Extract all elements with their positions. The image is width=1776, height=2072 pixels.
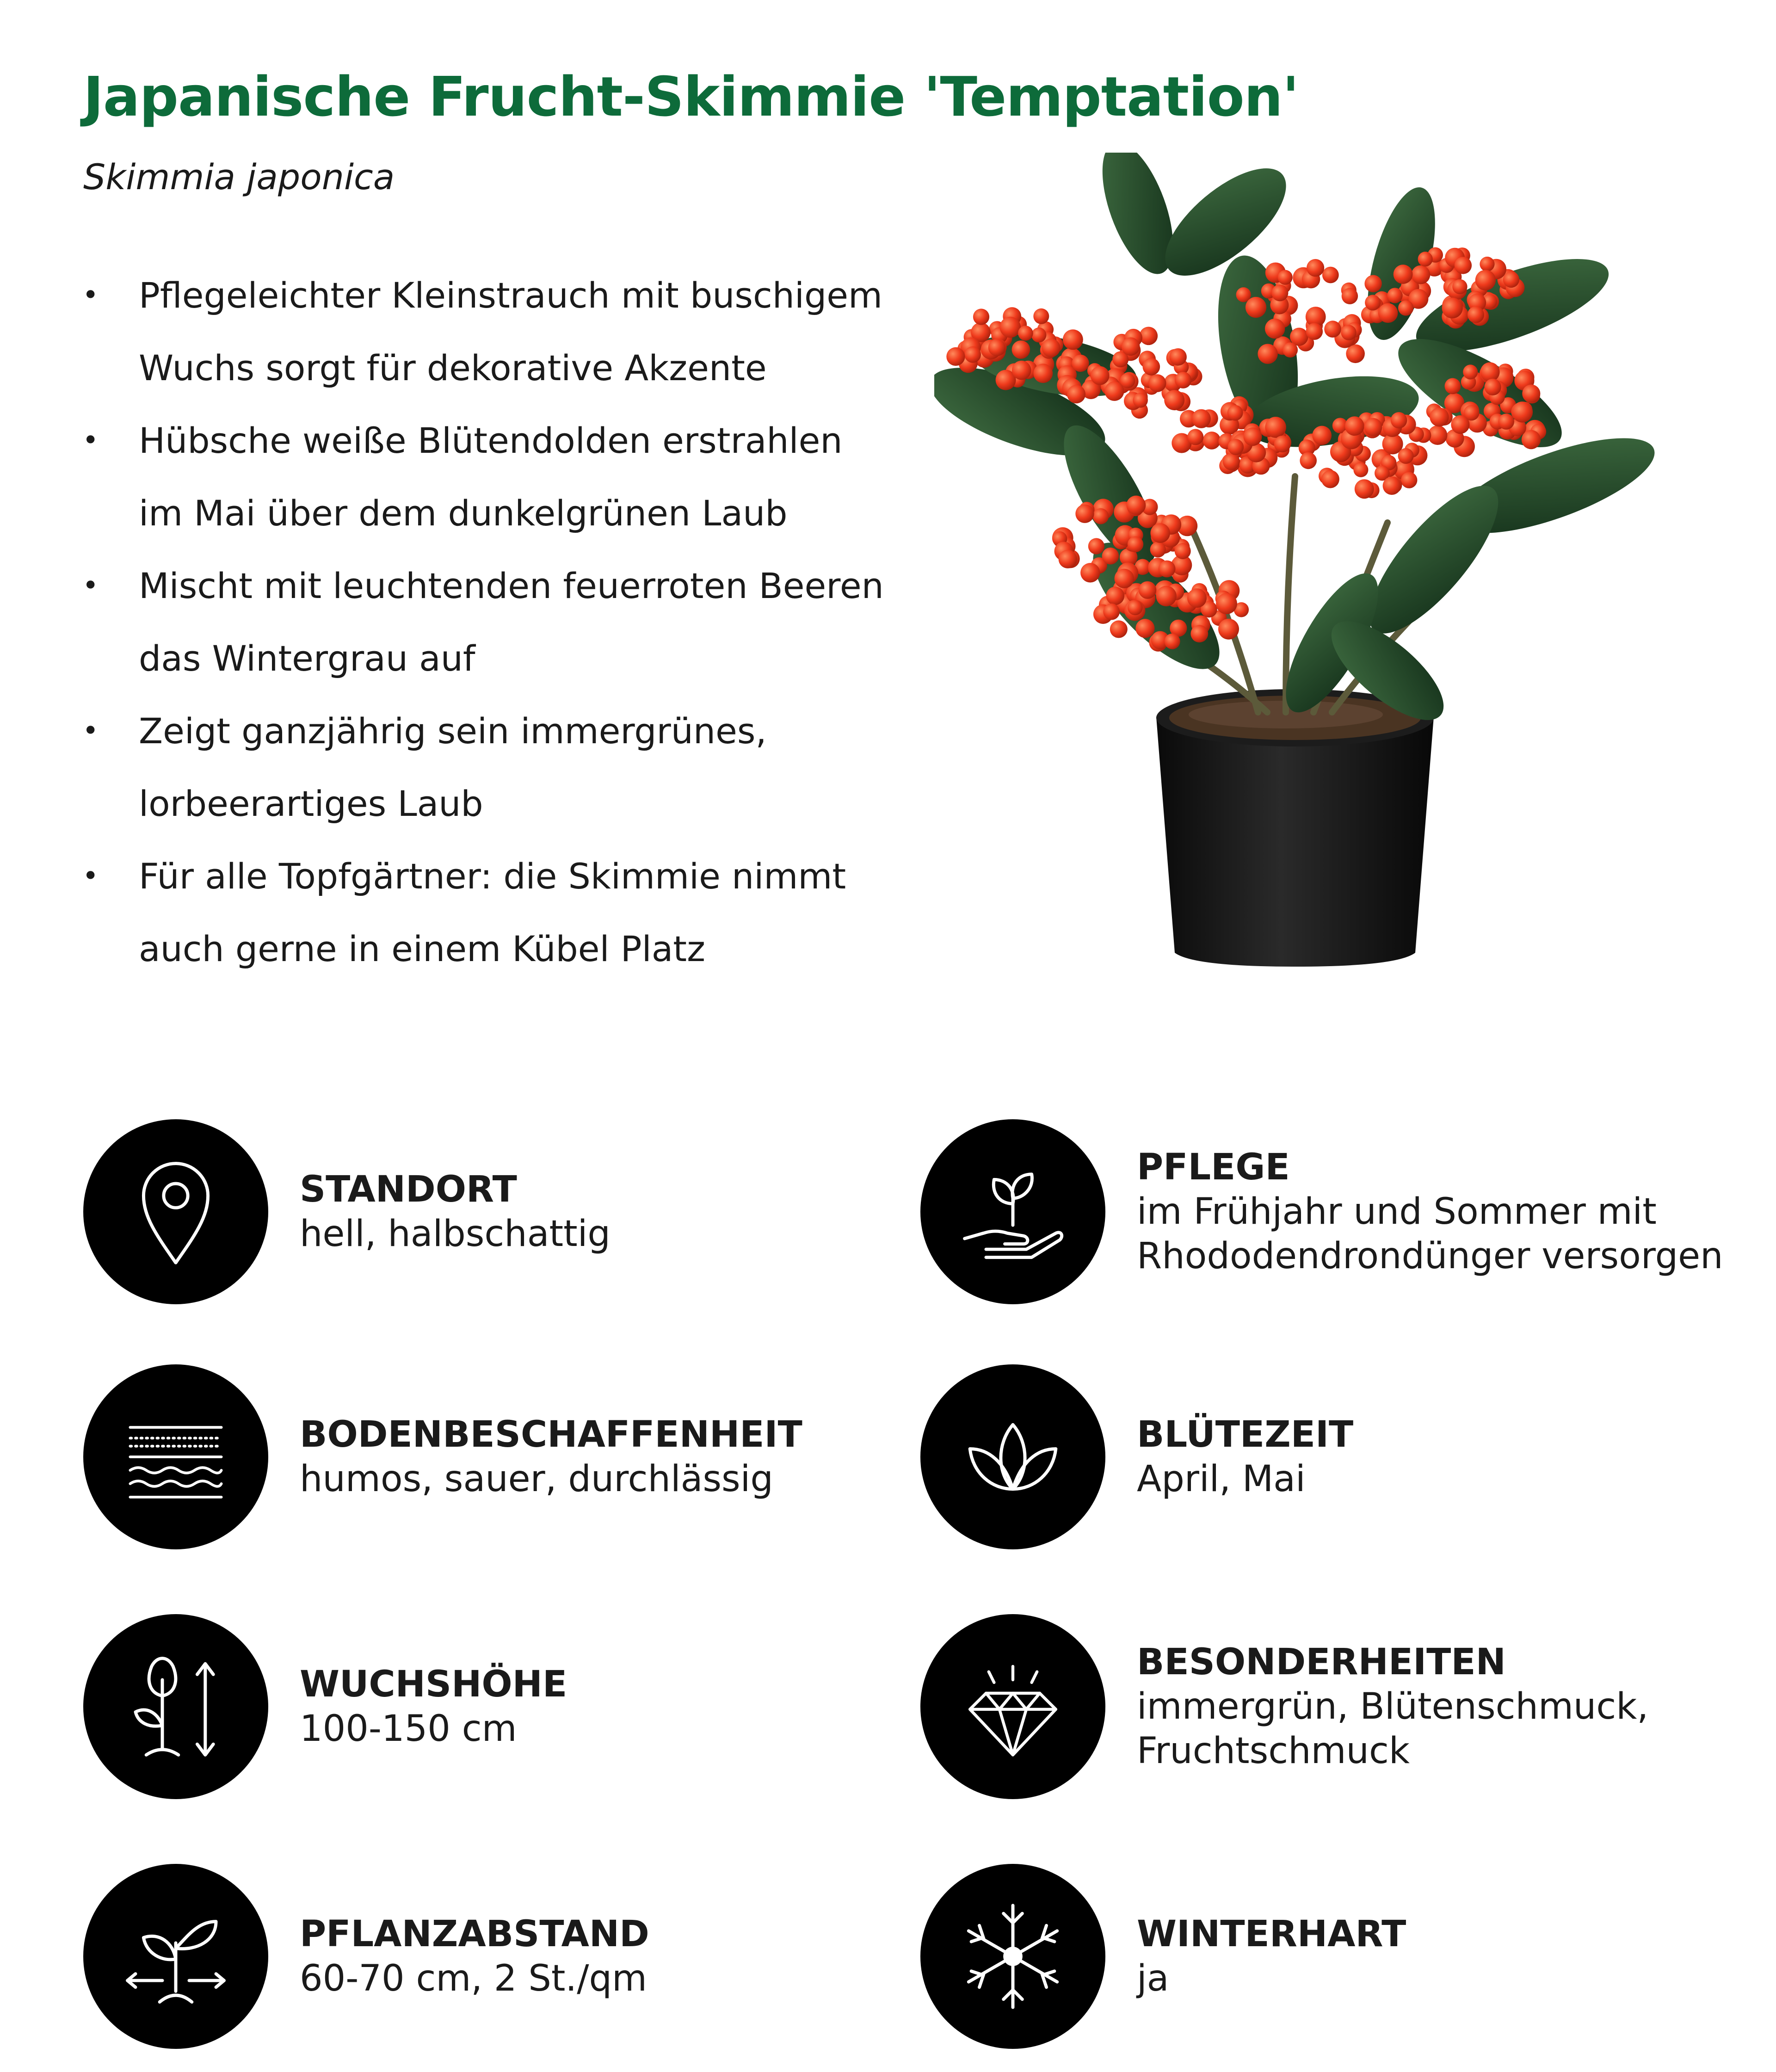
attribute-label: STANDORT: [300, 1169, 517, 1210]
berry: [1122, 337, 1140, 356]
berry: [1480, 257, 1494, 271]
lotus-flower-icon: [946, 1390, 1080, 1524]
berry: [1522, 384, 1540, 402]
berry: [1067, 385, 1085, 403]
berry: [1418, 252, 1433, 266]
berry: [1445, 378, 1461, 394]
berry: [1156, 586, 1177, 606]
bullet-icon: •: [82, 569, 99, 602]
feature-line: Pflegeleichter Kleinstrauch mit buschigem: [139, 275, 883, 316]
berry: [1104, 382, 1124, 401]
berry: [1306, 323, 1323, 340]
berry: [1455, 257, 1472, 274]
berry: [1164, 390, 1184, 410]
feature-line: auch gerne in einem Kübel Platz: [139, 928, 705, 969]
berry: [1042, 339, 1060, 357]
latin-name: Skimmia japonica: [83, 156, 395, 197]
berry: [1187, 429, 1203, 445]
berry: [1442, 298, 1463, 319]
berry: [1300, 452, 1317, 469]
berry: [1059, 550, 1077, 568]
berry: [1115, 569, 1134, 588]
attribute-value: Rhododendrondünger versorgen: [1137, 1235, 1723, 1277]
plant-height-icon: [109, 1640, 243, 1774]
berry: [1512, 401, 1533, 422]
berry: [1203, 432, 1221, 450]
attribute-label: BODENBESCHAFFENHEIT: [300, 1414, 802, 1455]
berry: [1485, 379, 1501, 395]
berry: [1307, 259, 1324, 277]
berry: [1088, 538, 1104, 554]
berry: [1278, 270, 1293, 285]
attribute-label: WUCHSHÖHE: [300, 1664, 567, 1705]
feature-line: Hübsche weiße Blütendolden erstrahlen: [139, 420, 843, 461]
berry: [1063, 329, 1083, 350]
berry: [1345, 416, 1364, 436]
feature-item: [78, 259, 929, 404]
berry: [1072, 355, 1089, 372]
icon-circle: [920, 1864, 1105, 2049]
feature-item: [78, 695, 929, 840]
icon-circle: [83, 1364, 268, 1549]
berry: [1165, 634, 1180, 649]
berry: [1353, 462, 1368, 477]
snowflake-icon: [946, 1889, 1080, 2023]
feature-line: Mischt mit leuchtenden feuerroten Beeren: [139, 565, 884, 606]
feature-line: im Mai über dem dunkelgrünen Laub: [139, 493, 788, 534]
berry: [1127, 496, 1146, 515]
berry: [1148, 374, 1166, 392]
berry: [1133, 393, 1148, 407]
soil-layers-icon: [109, 1390, 243, 1524]
berry: [1103, 604, 1120, 620]
berry: [1398, 300, 1413, 315]
berry: [1143, 358, 1160, 376]
attribute-value: ja: [1137, 1958, 1169, 1999]
berry: [1128, 600, 1143, 616]
attribute-wuchshoehe: [83, 1614, 567, 1799]
berry: [1498, 413, 1514, 430]
berry: [1218, 619, 1239, 640]
berry: [1364, 275, 1381, 292]
attribute-label: PFLANZABSTAND: [300, 1913, 649, 1955]
berry: [1175, 372, 1191, 388]
berry: [1258, 344, 1277, 364]
berry: [1012, 340, 1030, 359]
berry: [1522, 430, 1541, 449]
berry: [1192, 409, 1211, 428]
berry: [1187, 588, 1207, 608]
icon-circle: [83, 1119, 268, 1304]
attribute-boden: [83, 1364, 802, 1549]
attribute-label: BESONDERHEITEN: [1137, 1641, 1506, 1683]
bullet-icon: •: [82, 279, 99, 311]
attribute-standort: [83, 1119, 610, 1304]
berry: [1227, 405, 1243, 421]
icon-circle: [920, 1119, 1105, 1304]
hand-with-seedling-icon: [946, 1145, 1080, 1279]
attribute-label: WINTERHART: [1137, 1913, 1406, 1955]
feature-line: das Wintergrau auf: [139, 638, 475, 679]
bullet-icon: •: [82, 715, 99, 747]
berry: [1033, 364, 1053, 383]
berry: [1091, 366, 1110, 385]
feature-item: [78, 549, 929, 695]
berry: [1227, 439, 1244, 455]
bullet-icon: •: [82, 424, 99, 456]
berry: [1387, 288, 1402, 303]
attribute-value: Fruchtschmuck: [1137, 1730, 1410, 1772]
berry: [946, 347, 965, 366]
berry: [1265, 417, 1286, 438]
attribute-value: April, Mai: [1137, 1458, 1306, 1500]
berry: [1383, 477, 1401, 495]
feature-item: [78, 404, 929, 549]
pot: [1156, 689, 1434, 967]
berry: [1398, 448, 1414, 464]
berry: [1139, 581, 1156, 599]
berry: [1364, 418, 1382, 436]
berry: [1135, 619, 1154, 638]
berry: [1322, 267, 1339, 284]
attribute-winterhart: [920, 1864, 1406, 2049]
berry: [1355, 479, 1374, 499]
attribute-bluetezeit: [920, 1364, 1353, 1549]
berry: [1000, 317, 1021, 338]
berry: [1412, 265, 1431, 284]
product-image: [934, 153, 1748, 980]
berry: [1012, 361, 1031, 380]
plant-spacing-icon: [109, 1889, 243, 2023]
attribute-value: im Frühjahr und Sommer mit: [1137, 1191, 1657, 1233]
berry: [1175, 543, 1191, 559]
attribute-value: 100-150 cm: [300, 1708, 517, 1750]
feature-line: Zeigt ganzjährig sein immergrünes,: [139, 710, 767, 752]
berry: [1128, 536, 1143, 552]
icon-circle: [83, 1614, 268, 1799]
berry: [1365, 295, 1381, 310]
berry: [1324, 321, 1341, 338]
icon-circle: [83, 1864, 268, 2049]
berry: [1265, 319, 1285, 339]
berry: [1480, 362, 1500, 382]
berry: [1031, 327, 1046, 342]
berry: [988, 339, 1005, 356]
berry: [1312, 426, 1332, 445]
berry: [1401, 472, 1417, 488]
berry: [1223, 453, 1240, 470]
berry: [1463, 364, 1478, 379]
location-pin-icon: [109, 1145, 243, 1279]
berry: [1503, 271, 1519, 288]
berry: [1190, 625, 1208, 642]
berry: [1150, 523, 1170, 543]
attribute-pflanzabstand: [83, 1864, 649, 2049]
attribute-value: immergrün, Blütenschmuck,: [1137, 1686, 1649, 1727]
berry: [1341, 325, 1356, 340]
berry: [1475, 270, 1496, 290]
berry: [1283, 342, 1298, 358]
icon-circle: [920, 1364, 1105, 1549]
berry: [1321, 470, 1339, 488]
berry: [1246, 297, 1266, 318]
berry: [1169, 348, 1187, 366]
attribute-label: PFLEGE: [1137, 1147, 1290, 1188]
berry: [1106, 587, 1125, 605]
berry: [1391, 412, 1407, 428]
berry: [964, 346, 981, 363]
feature-item: [78, 840, 929, 985]
berry: [1216, 593, 1237, 614]
attribute-value: hell, halbschattig: [300, 1213, 610, 1255]
berry: [1452, 279, 1467, 294]
attribute-pflege: [920, 1119, 1723, 1304]
berry: [1451, 415, 1469, 434]
berry: [1159, 561, 1176, 578]
attribute-besonderheiten: [920, 1614, 1648, 1799]
feature-line: Wuchs sorgt für dekorative Akzente: [139, 347, 767, 388]
berry: [1102, 548, 1119, 565]
berry: [1342, 288, 1358, 304]
feature-list: [78, 259, 929, 985]
icon-circle: [920, 1614, 1105, 1799]
berry: [1033, 308, 1049, 324]
berry: [1075, 505, 1094, 523]
product-title: Japanische Frucht-Skimmie 'Temptation': [83, 65, 1299, 129]
attribute-value: 60-70 cm, 2 St./qm: [300, 1958, 647, 1999]
berry: [1274, 436, 1291, 452]
diamond-icon: [946, 1640, 1080, 1774]
berry: [1093, 508, 1109, 524]
berry: [1468, 306, 1484, 323]
berry: [1110, 620, 1128, 638]
berry: [1271, 284, 1288, 301]
berry: [1018, 326, 1033, 341]
feature-line: Für alle Topfgärtner: die Skimmie nimmt: [139, 856, 846, 897]
berry: [973, 308, 989, 325]
attribute-value: humos, sauer, durchlässig: [300, 1458, 773, 1500]
berry: [1378, 303, 1398, 323]
bullet-icon: •: [82, 860, 99, 892]
feature-line: lorbeerartiges Laub: [139, 783, 483, 824]
berry: [1430, 407, 1449, 426]
attribute-label: BLÜTEZEIT: [1137, 1414, 1354, 1455]
berry: [1244, 427, 1262, 446]
berry: [1080, 563, 1100, 582]
berry: [1394, 265, 1413, 284]
